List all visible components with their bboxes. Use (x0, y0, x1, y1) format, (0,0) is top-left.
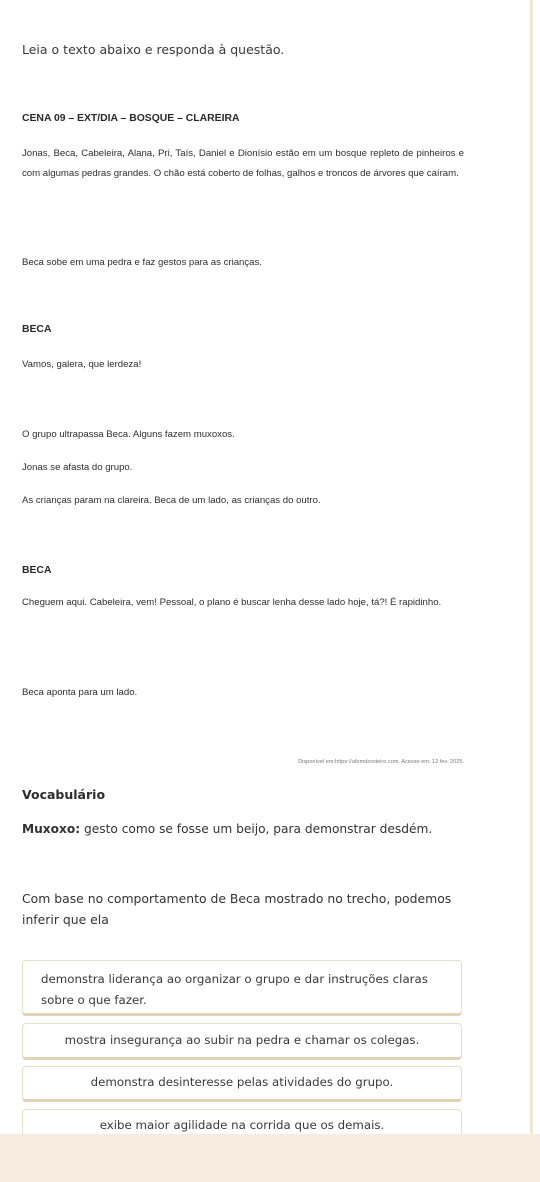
answer-option-b[interactable] (22, 1023, 462, 1060)
answer-option-text: demonstra desinteresse pelas atividades do grupo. (90, 1075, 394, 1089)
vocabulary-entry (22, 822, 464, 836)
answer-option-text: mostra insegurança ao subir na pedra e chamar os colegas. (64, 1033, 420, 1047)
question-text: Com base no comportamento de Beca mostrado no trecho, podemos inferir que ela (22, 891, 452, 927)
script-action: O grupo ultrapassa Beca. Alguns fazem muxoxos. (22, 429, 235, 440)
script-action: Jonas, Beca, Cabeleira, Alana, Pri, Taís, Daniel e Dionísio estão em um bosque repleto de pinheiros e com algumas pedras grandes. O chão está coberto de folhas, galhos e troncos de árvores que caíram. (22, 148, 464, 179)
character-name: BECA (22, 565, 52, 576)
vocabulary-definition: gesto como se fosse um beijo, para demonstrar desdém. (80, 822, 433, 836)
script-action: Beca sobe em uma pedra e faz gestos para as crianças. (22, 257, 262, 268)
vocabulary-term: Muxoxo: (22, 822, 81, 836)
instruction-text: Leia o texto abaixo e responda à questão. (22, 42, 285, 57)
answer-option-c[interactable] (22, 1066, 462, 1102)
answer-option-a[interactable] (22, 960, 462, 1016)
script-dialogue: Vamos, galera, que lerdeza! (22, 359, 142, 370)
script-action: Jonas se afasta do grupo. (22, 462, 133, 473)
script-action: Beca aponta para um lado. (22, 687, 138, 698)
vocabulary-title: Vocabulário (22, 787, 106, 802)
script-dialogue: Cheguem aqui. Cabeleira, vem! Pessoal, o plano é buscar lenha desse lado hoje, tá?! É rapidinho. (22, 597, 442, 608)
bottom-panel (0, 1134, 540, 1182)
scroll-edge (530, 0, 533, 1134)
answer-option-d[interactable] (22, 1109, 462, 1134)
script-action: As crianças param na clareira. Beca de um lado, as crianças do outro. (22, 495, 321, 506)
scene-heading: CENA 09 – EXT/DIA – BOSQUE – CLAREIRA (22, 113, 240, 124)
source-citation: Disponível em:https://afemdoroteiro.com. Acesso em: 12 fev. 2025. (298, 759, 464, 765)
character-name: BECA (22, 324, 52, 335)
answer-option-text: demonstra liderança ao organizar o grupo e dar instruções claras sobre o que fazer. (41, 972, 428, 1007)
answer-option-text: exibe maior agilidade na corrida que os demais. (99, 1118, 385, 1132)
